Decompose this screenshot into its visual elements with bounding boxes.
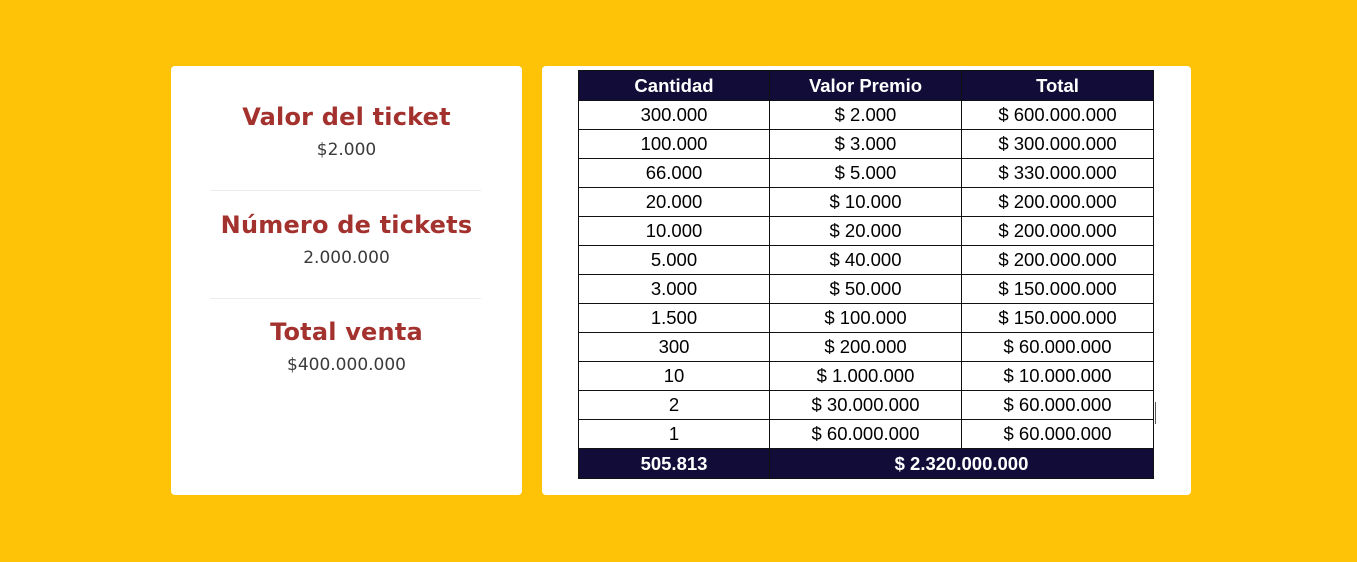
column-header-quantity: Cantidad bbox=[579, 71, 770, 101]
total-cell: $ 10.000.000 bbox=[962, 362, 1154, 391]
total-cell: $ 200.000.000 bbox=[962, 246, 1154, 275]
quantity-cell: 1.500 bbox=[579, 304, 770, 333]
prize-value-cell: $ 60.000.000 bbox=[770, 420, 962, 449]
prize-value-cell: $ 30.000.000 bbox=[770, 391, 962, 420]
prize-value-cell: $ 3.000 bbox=[770, 130, 962, 159]
quantity-cell: 10 bbox=[579, 362, 770, 391]
total-quantity-cell: 505.813 bbox=[579, 449, 770, 479]
summary-card bbox=[171, 66, 522, 495]
table-row bbox=[579, 101, 1154, 130]
ticket-value-amount: $2.000 bbox=[316, 140, 377, 160]
ticket-value-block bbox=[171, 102, 522, 160]
total-cell: $ 60.000.000 bbox=[962, 391, 1154, 420]
total-cell: $ 200.000.000 bbox=[962, 188, 1154, 217]
prize-value-cell: $ 5.000 bbox=[770, 159, 962, 188]
total-sales-title: Total venta bbox=[270, 318, 423, 346]
total-cell: $ 150.000.000 bbox=[962, 304, 1154, 333]
table-row bbox=[579, 246, 1154, 275]
table-row bbox=[579, 275, 1154, 304]
total-cell: $ 600.000.000 bbox=[962, 101, 1154, 130]
divider bbox=[210, 190, 481, 191]
prize-value-cell: $ 20.000 bbox=[770, 217, 962, 246]
ticket-count-title: Número de tickets bbox=[220, 211, 473, 239]
prize-value-cell: $ 100.000 bbox=[770, 304, 962, 333]
total-cell: $ 200.000.000 bbox=[962, 217, 1154, 246]
prize-value-cell: $ 50.000 bbox=[770, 275, 962, 304]
column-header-total: Total bbox=[962, 71, 1154, 101]
table-footer-row bbox=[579, 449, 1154, 479]
total-sales-block bbox=[171, 317, 522, 375]
grand-total-cell: $ 2.320.000.000 bbox=[770, 449, 1154, 479]
prize-value-cell: $ 1.000.000 bbox=[770, 362, 962, 391]
total-cell: $ 300.000.000 bbox=[962, 130, 1154, 159]
table-row bbox=[579, 159, 1154, 188]
text-cursor-mark bbox=[1155, 402, 1156, 424]
prize-value-cell: $ 10.000 bbox=[770, 188, 962, 217]
table-header-row bbox=[579, 71, 1154, 101]
total-cell: $ 60.000.000 bbox=[962, 333, 1154, 362]
total-sales-amount: $400.000.000 bbox=[287, 355, 406, 375]
quantity-cell: 300.000 bbox=[579, 101, 770, 130]
table-row bbox=[579, 304, 1154, 333]
column-header-prize-value: Valor Premio bbox=[770, 71, 962, 101]
prize-table-card bbox=[542, 66, 1191, 495]
total-cell: $ 330.000.000 bbox=[962, 159, 1154, 188]
table-row bbox=[579, 188, 1154, 217]
quantity-cell: 20.000 bbox=[579, 188, 770, 217]
ticket-count-block bbox=[171, 210, 522, 268]
ticket-count-amount: 2.000.000 bbox=[303, 248, 390, 268]
quantity-cell: 3.000 bbox=[579, 275, 770, 304]
quantity-cell: 10.000 bbox=[579, 217, 770, 246]
quantity-cell: 5.000 bbox=[579, 246, 770, 275]
quantity-cell: 100.000 bbox=[579, 130, 770, 159]
prize-value-cell: $ 40.000 bbox=[770, 246, 962, 275]
prize-table bbox=[578, 70, 1154, 479]
table-row bbox=[579, 333, 1154, 362]
quantity-cell: 66.000 bbox=[579, 159, 770, 188]
prize-value-cell: $ 200.000 bbox=[770, 333, 962, 362]
quantity-cell: 300 bbox=[579, 333, 770, 362]
table-row bbox=[579, 130, 1154, 159]
total-cell: $ 60.000.000 bbox=[962, 420, 1154, 449]
quantity-cell: 1 bbox=[579, 420, 770, 449]
table-row bbox=[579, 420, 1154, 449]
table-row bbox=[579, 217, 1154, 246]
quantity-cell: 2 bbox=[579, 391, 770, 420]
prize-value-cell: $ 2.000 bbox=[770, 101, 962, 130]
table-row bbox=[579, 362, 1154, 391]
table-row bbox=[579, 391, 1154, 420]
total-cell: $ 150.000.000 bbox=[962, 275, 1154, 304]
divider bbox=[210, 298, 481, 299]
ticket-value-title: Valor del ticket bbox=[242, 103, 451, 131]
